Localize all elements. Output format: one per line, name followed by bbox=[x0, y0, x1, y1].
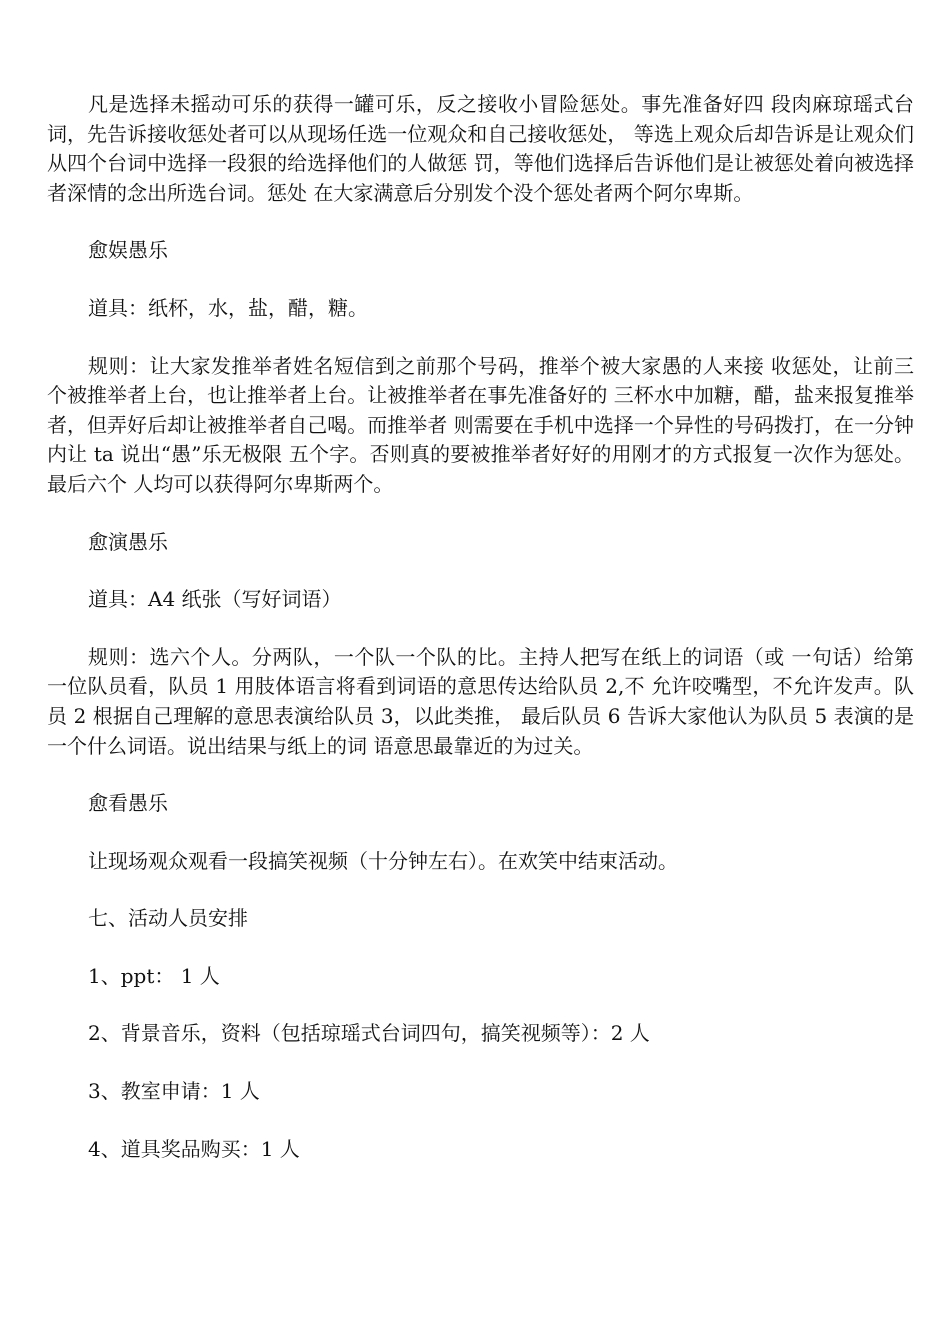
staff-item-2: 2、背景音乐，资料（包括琼瑶式台词四句，搞笑视频等）：2 人 bbox=[88, 1021, 650, 1046]
section-heading-yu-yan-yu-le: 愈演愚乐 bbox=[88, 529, 168, 554]
staff-item-3: 3、教室申请：1 人 bbox=[88, 1079, 260, 1104]
paragraph-rules-1: 规则：让大家发推举者姓名短信到之前那个号码，推举个被大家愚的人来接 收惩处，让前三个被推举者上台，也让推举者上台。让被推举者在事先准备好的 三杯水中加糖，醋，盐来报复推举者，但弄好后却让被推举者自己喝。而推举者 则需要在手机中选择一个异性的号码拨打，在一分钟内让 ta 说出“愚”乐无极限 五个字。否则真的要被推举者好好的用刚才的方式报复一次作为惩处。最后六个 人均可以获得阿尔卑斯两个。 bbox=[47, 353, 914, 496]
staff-item-4: 4、道具奖品购买：1 人 bbox=[88, 1136, 300, 1161]
section-heading-yu-kan-yu-le: 愈看愚乐 bbox=[88, 791, 168, 816]
staff-item-1: 1、ppt： 1 人 bbox=[88, 963, 220, 988]
props-line-2: 道具：A4 纸张（写好词语） bbox=[88, 587, 342, 612]
section-heading-staffing: 七、活动人员安排 bbox=[88, 906, 248, 931]
paragraph-rules-2: 规则：选六个人。分两队，一个队一个队的比。主持人把写在纸上的词语（或 一句话）给第一位队员看，队员 1 用肢体语言将看到词语的意思传达给队员 2,不 允许咬嘴型，不允许发声。队员 2 根据自己理解的意思表演给队员 3，以此类推， 最后队员 6 告诉大家他认为队员 5 表演的是一个什么词语。说出结果与纸上的词 语意思最靠近的为过关。 bbox=[47, 644, 914, 758]
props-line-1: 道具：纸杯，水，盐，醋，糖。 bbox=[88, 295, 368, 320]
paragraph-video: 让现场观众观看一段搞笑视频（十分钟左右）。在欢笑中结束活动。 bbox=[88, 848, 678, 873]
document-page bbox=[47, 90, 914, 1164]
section-heading-yu-yu-yu-le: 愈娱愚乐 bbox=[88, 238, 168, 263]
paragraph-punishment-rules: 凡是选择未摇动可乐的获得一罐可乐，反之接收小冒险惩处。事先准备好四 段肉麻琼瑶式台词，先告诉接收惩处者可以从现场任选一位观众和自己接收惩处， 等选上观众后却告诉是让观众们从四个台词中选择一段狠的给选择他们的人做惩 罚，等他们选择后告诉他们是让被惩处着向被选择者深情的念出所选台词。惩处 在大家满意后分别发个没个惩处者两个阿尔卑斯。 bbox=[47, 92, 914, 205]
